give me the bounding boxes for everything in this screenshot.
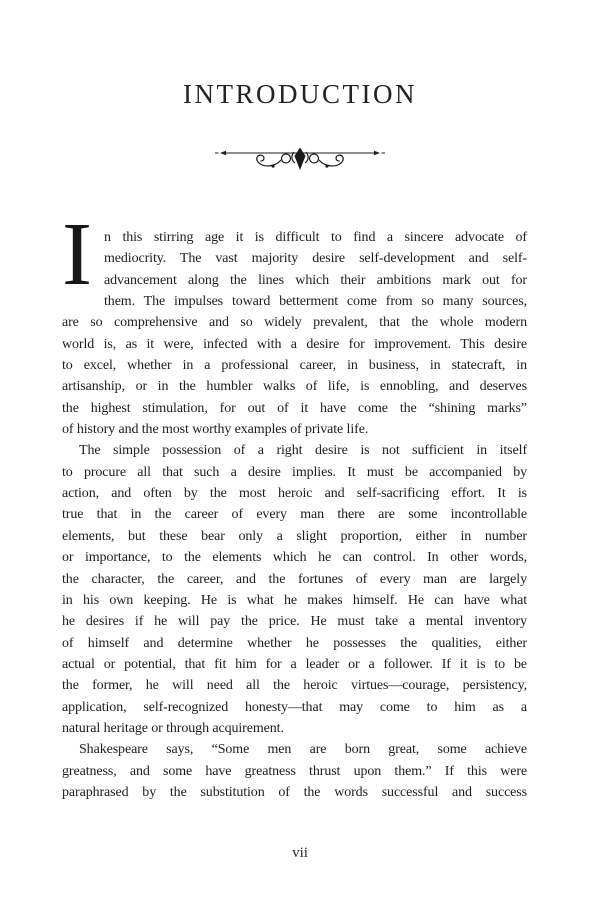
paragraph: [62, 205, 527, 440]
text-line: advancement along the lines which their ambitions mark out for: [104, 272, 527, 288]
chapter-title: INTRODUCTION: [183, 79, 417, 109]
scroll-divider-ornament-icon: [215, 144, 385, 174]
text-line: of himself and determine whether he possesses the qualities, either: [62, 635, 527, 651]
text-line: world is, as it were, infected with a desire for improvement. This desire: [62, 336, 527, 352]
text-line: n this stirring age it is difficult to find a sincere advocate of: [104, 230, 527, 245]
text-line: or importance, to the elements which he can control. In other words,: [62, 550, 527, 566]
text-line: action, and often by the most heroic and self-sacrificing effort. It is: [62, 486, 527, 502]
text-line: in his own keeping. He is what he makes himself. He can have what: [62, 592, 527, 608]
body-text: [62, 205, 527, 803]
text-line: Shakespeare says, “Some men are born great, some achieve: [79, 742, 527, 758]
text-line: to procure all that such a desire implies. It must be accompanied by: [62, 464, 527, 480]
paragraph: [62, 440, 527, 739]
text-line: application, self-recognized honesty—that may come to him as a: [62, 699, 527, 715]
text-line: are so comprehensive and so widely prevalent, that the whole modern: [62, 315, 527, 331]
text-line: artisanship, or in the humbler walks of life, is ennobling, and deserves: [62, 379, 527, 395]
text-line: true that in the career of every man there are some incontrollable: [62, 507, 527, 523]
text-line: the highest stimulation, for out of it have come the “shining marks”: [62, 400, 527, 416]
text-line: The simple possession of a right desire is not sufficient in itself: [79, 443, 527, 459]
text-line: he desires if he will pay the price. He must take a mental inventory: [62, 614, 527, 630]
text-line: them. The impulses toward betterment come from so many sources,: [104, 294, 527, 310]
dropcap: I: [62, 205, 92, 304]
text-line: natural heritage or through acquirement.: [62, 720, 284, 736]
text-line: paraphrased by the substitution of the words successful and success: [62, 784, 527, 800]
text-line: greatness, and some have greatness thrust upon them.” If this were: [62, 763, 527, 779]
text-line: actual or potential, that fit him for a leader or a follower. If it is to be: [62, 656, 527, 672]
page-number: vii: [292, 845, 308, 861]
text-line: of history and the most worthy examples of private life.: [62, 422, 369, 438]
text-line: mediocrity. The vast majority desire self-development and self-: [104, 251, 527, 267]
text-line: the former, he will need all the heroic virtues—courage, persistency,: [62, 678, 527, 694]
text-line: elements, but these bear only a slight proportion, either in number: [62, 528, 527, 544]
text-line: to excel, whether in a professional career, in business, in statecraft, in: [62, 358, 527, 374]
paragraph: [62, 739, 527, 803]
text-line: the character, the career, and the fortunes of every man are largely: [62, 571, 527, 587]
